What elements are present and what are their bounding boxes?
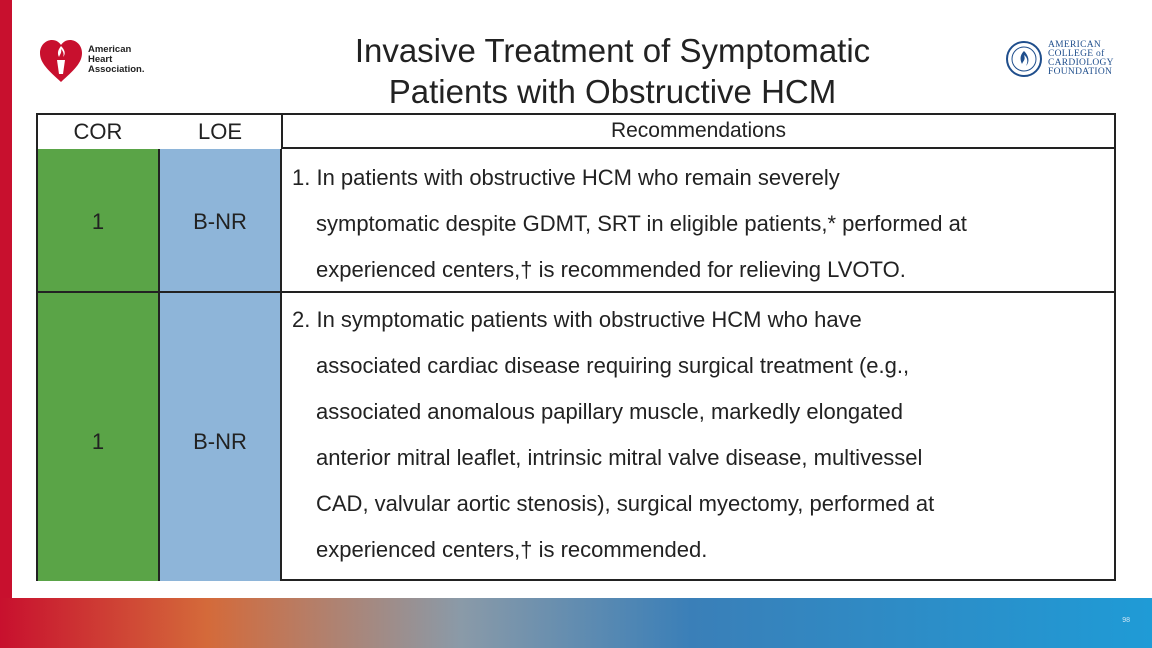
page-title [255,30,970,112]
left-accent-bar [0,0,12,598]
row1-loe-cell [160,149,282,292]
row2-cor-value: 1 [91,429,105,454]
loe-header: LOE [197,119,243,144]
row2-line1: 2. In symptomatic patients with obstructive HCM who have [292,307,862,332]
acc-logo [1006,40,1114,78]
row2-cor-cell [38,291,160,581]
row2-line3: associated anomalous papillary muscle, markedly elongated [316,399,903,424]
row-divider [282,291,1114,293]
row2-line5: CAD, valvular aortic stenosis), surgical myectomy, performed at [316,491,935,516]
row2-line2: associated cardiac disease requiring surgical treatment (e.g., [316,353,910,378]
page-number: 98 [1122,617,1130,624]
row2-line6: experienced centers,† is recommended. [316,537,708,562]
row2-recommendation [292,297,934,573]
aha-logo-line1: American [88,44,132,55]
row1-line3: experienced centers,† is recommended for relieving LVOTO. [316,257,906,282]
aha-logo-line2: Heart [88,54,113,65]
recommendation-table [36,113,1116,581]
row1-cor-value: 1 [91,209,105,234]
page-title-line2: Patients with Obstructive HCM [388,73,837,110]
acc-logo-line3: CARDIOLOGY [1048,58,1114,68]
acc-seal-icon [1006,40,1042,78]
footer-gradient-bar [0,598,1152,648]
row1-cor-cell [38,149,160,292]
row1-line1: 1. In patients with obstructive HCM who remain severely [292,165,840,190]
page-title-line1: Invasive Treatment of Symptomatic [354,32,871,69]
row1-line2: symptomatic despite GDMT, SRT in eligible patients,* performed at [316,211,967,236]
row1-loe-value: B-NR [193,209,247,234]
acc-logo-line1: AMERICAN [1048,40,1102,50]
heart-torch-icon [38,36,84,84]
row1-recommendation [292,155,967,293]
cor-header: COR [73,119,123,144]
row2-loe-value: B-NR [193,429,247,454]
recommendations-header: Recommendations [610,119,787,142]
acc-logo-line4: FOUNDATION [1048,67,1113,77]
acc-logo-line2: COLLEGE of [1048,49,1105,59]
aha-logo-line3: Association. [88,64,145,75]
row2-line4: anterior mitral leaflet, intrinsic mitral valve disease, multivessel [316,445,923,470]
aha-logo [38,36,145,84]
row2-loe-cell [160,291,282,581]
